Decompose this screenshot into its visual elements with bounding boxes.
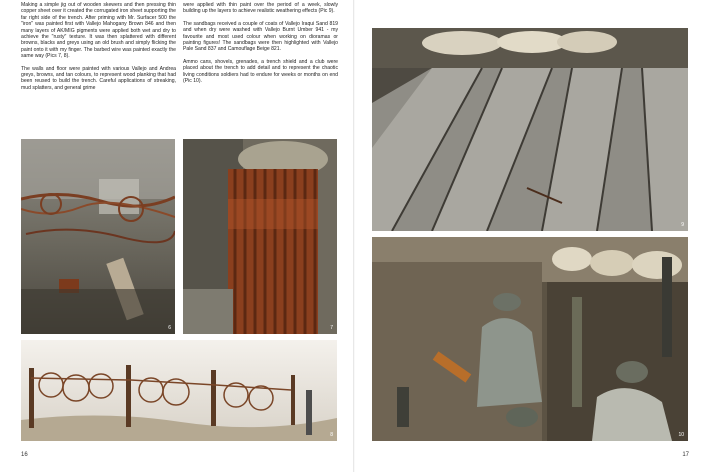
photo-corrugated-iron bbox=[183, 139, 337, 334]
right-page bbox=[355, 0, 709, 472]
photo-number: 7 bbox=[330, 325, 333, 331]
paragraph: Ammo cans, shovels, grenades, a trench shield and a club were placed about the trench to add detail and to represent the chaotic living conditions soldiers had to endure for weeks or months on end (Pic 10). bbox=[183, 58, 338, 85]
left-page bbox=[0, 0, 354, 472]
page-number: 17 bbox=[682, 452, 689, 458]
paragraph: The walls and floor were painted with various Vallejo and Andrea greys, browns, and tan colours, to represent wood planking that had been reused to build the trench. Careful applications of streaking, mud splatters, and general grime bbox=[21, 65, 176, 91]
text-column-2 bbox=[183, 2, 338, 90]
paragraph: were applied with thin paint over the period of a week, slowly building up the layers to achieve realistic weathering effects (Pic 9). bbox=[183, 2, 338, 15]
photo-number: 8 bbox=[330, 432, 333, 438]
photo-number: 9 bbox=[681, 222, 684, 228]
photo-soldiers-in-trench bbox=[372, 237, 688, 441]
photo-barbed-wire-row bbox=[21, 340, 337, 441]
photo-number: 10 bbox=[678, 432, 684, 438]
paragraph: Making a simple jig out of wooden skewers and then pressing thin copper sheet over it created the corrugated iron sheet supporting the far right side of the trench. After priming with Mr. Surfacer 500 the "iron" was painted first with Vallejo Mahogany Brown 846 and then many layers of AK/MIG pigments were applied both wet and dry to achieve the "rusty" texture. It was then splattered with different browns, blacks and greys using an old brush and simply flicking the paint onto it with my finger. The barbed wire was painted exactly the same way (Pics 7, 8). bbox=[21, 2, 176, 60]
photo-wood-planking-floor bbox=[372, 28, 688, 231]
text-column-1 bbox=[21, 2, 176, 97]
photo-barbed-wire-closeup bbox=[21, 139, 175, 334]
page-number: 16 bbox=[21, 452, 28, 458]
photo-number: 6 bbox=[168, 325, 171, 331]
paragraph: The sandbags received a couple of coats of Vallejo Iraqui Sand 819 and when dry were washed with Vallejo Burnt Umber 941 - my favourite and most used colour when working on dioramas or painting figures! The sandbags were then highlighted with Vallejo Pale Sand 837 and Camouflage Beige 821. bbox=[183, 20, 338, 53]
